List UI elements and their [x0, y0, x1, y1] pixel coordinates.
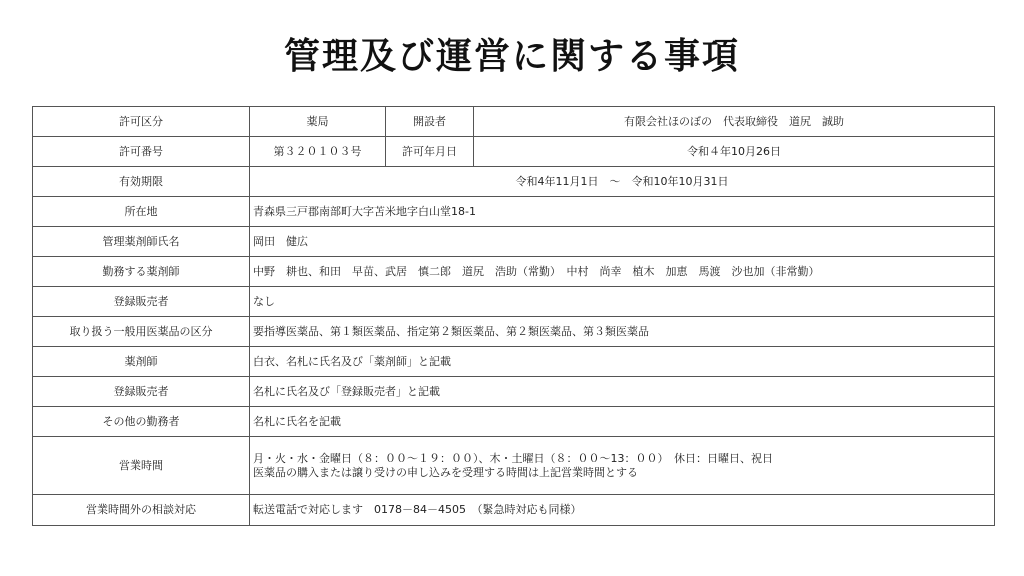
validity-label: 有効期限 [33, 167, 250, 197]
otc-category-value: 要指導医薬品、第１類医薬品、指定第２類医薬品、第２類医薬品、第３類医薬品 [250, 317, 995, 347]
seller-id-value: 名札に氏名及び「登録販売者」と記載 [250, 377, 995, 407]
table-row [33, 377, 995, 407]
table-row [33, 197, 995, 227]
other-staff-value: 名札に氏名を記載 [250, 407, 995, 437]
other-staff-label: その他の勤務者 [33, 407, 250, 437]
otc-category-label: 取り扱う一般用医薬品の区分 [33, 317, 250, 347]
permit-type-label: 許可区分 [33, 107, 250, 137]
table-row [33, 317, 995, 347]
hours-value [250, 437, 995, 495]
page-title: 管理及び運営に関する事項 [283, 36, 740, 77]
permit-date-value: 令和４年10月26日 [474, 137, 995, 167]
permit-number-label: 許可番号 [33, 137, 250, 167]
table-row [33, 257, 995, 287]
founder-label: 開設者 [386, 107, 474, 137]
permit-type-value: 薬局 [250, 107, 386, 137]
after-hours-value: 転送電話で対応します 0178－84－4505 （緊急時対応も同様） [250, 495, 995, 526]
seller-id-label: 登録販売者 [33, 377, 250, 407]
table-row [33, 347, 995, 377]
manager-label: 管理薬剤師氏名 [33, 227, 250, 257]
permit-number-value: 第３２０１０３号 [250, 137, 386, 167]
pharmacist-id-label: 薬剤師 [33, 347, 250, 377]
permit-date-label: 許可年月日 [386, 137, 474, 167]
pharmacy-info-table [32, 106, 995, 526]
location-value: 青森県三戸郡南部町大字苫米地字白山堂18-1 [250, 197, 995, 227]
table-row [33, 407, 995, 437]
table-row [33, 137, 995, 167]
table-row [33, 227, 995, 257]
hours-label: 営業時間 [33, 437, 250, 495]
hours-line-2: 医薬品の購入または譲り受けの申し込みを受理する時間は上記営業時間とする [253, 465, 638, 479]
pharmacists-value: 中野 耕也、和田 早苗、武居 慎二郎 道尻 浩助（常勤） 中村 尚幸 植木 加恵 馬渡 沙也加（非常勤） [250, 257, 995, 287]
validity-value: 令和4年11月1日 ～ 令和10年10月31日 [250, 167, 995, 197]
table-row [33, 495, 995, 526]
table-row [33, 287, 995, 317]
table-row [33, 107, 995, 137]
table-row [33, 167, 995, 197]
hours-line-1: 月・火・水・金曜日（８：００～１９：００）、木・土曜日（８：００～13：００） 休日：日曜日、祝日 [253, 451, 773, 465]
founder-value: 有限会社ほのぼの 代表取締役 道尻 誠助 [474, 107, 995, 137]
registered-seller-value: なし [250, 287, 995, 317]
pharmacists-label: 勤務する薬剤師 [33, 257, 250, 287]
after-hours-label: 営業時間外の相談対応 [33, 495, 250, 526]
table-row [33, 437, 995, 495]
registered-seller-label: 登録販売者 [33, 287, 250, 317]
pharmacist-id-value: 白衣、名札に氏名及び「薬剤師」と記載 [250, 347, 995, 377]
manager-value: 岡田 健広 [250, 227, 995, 257]
location-label: 所在地 [33, 197, 250, 227]
